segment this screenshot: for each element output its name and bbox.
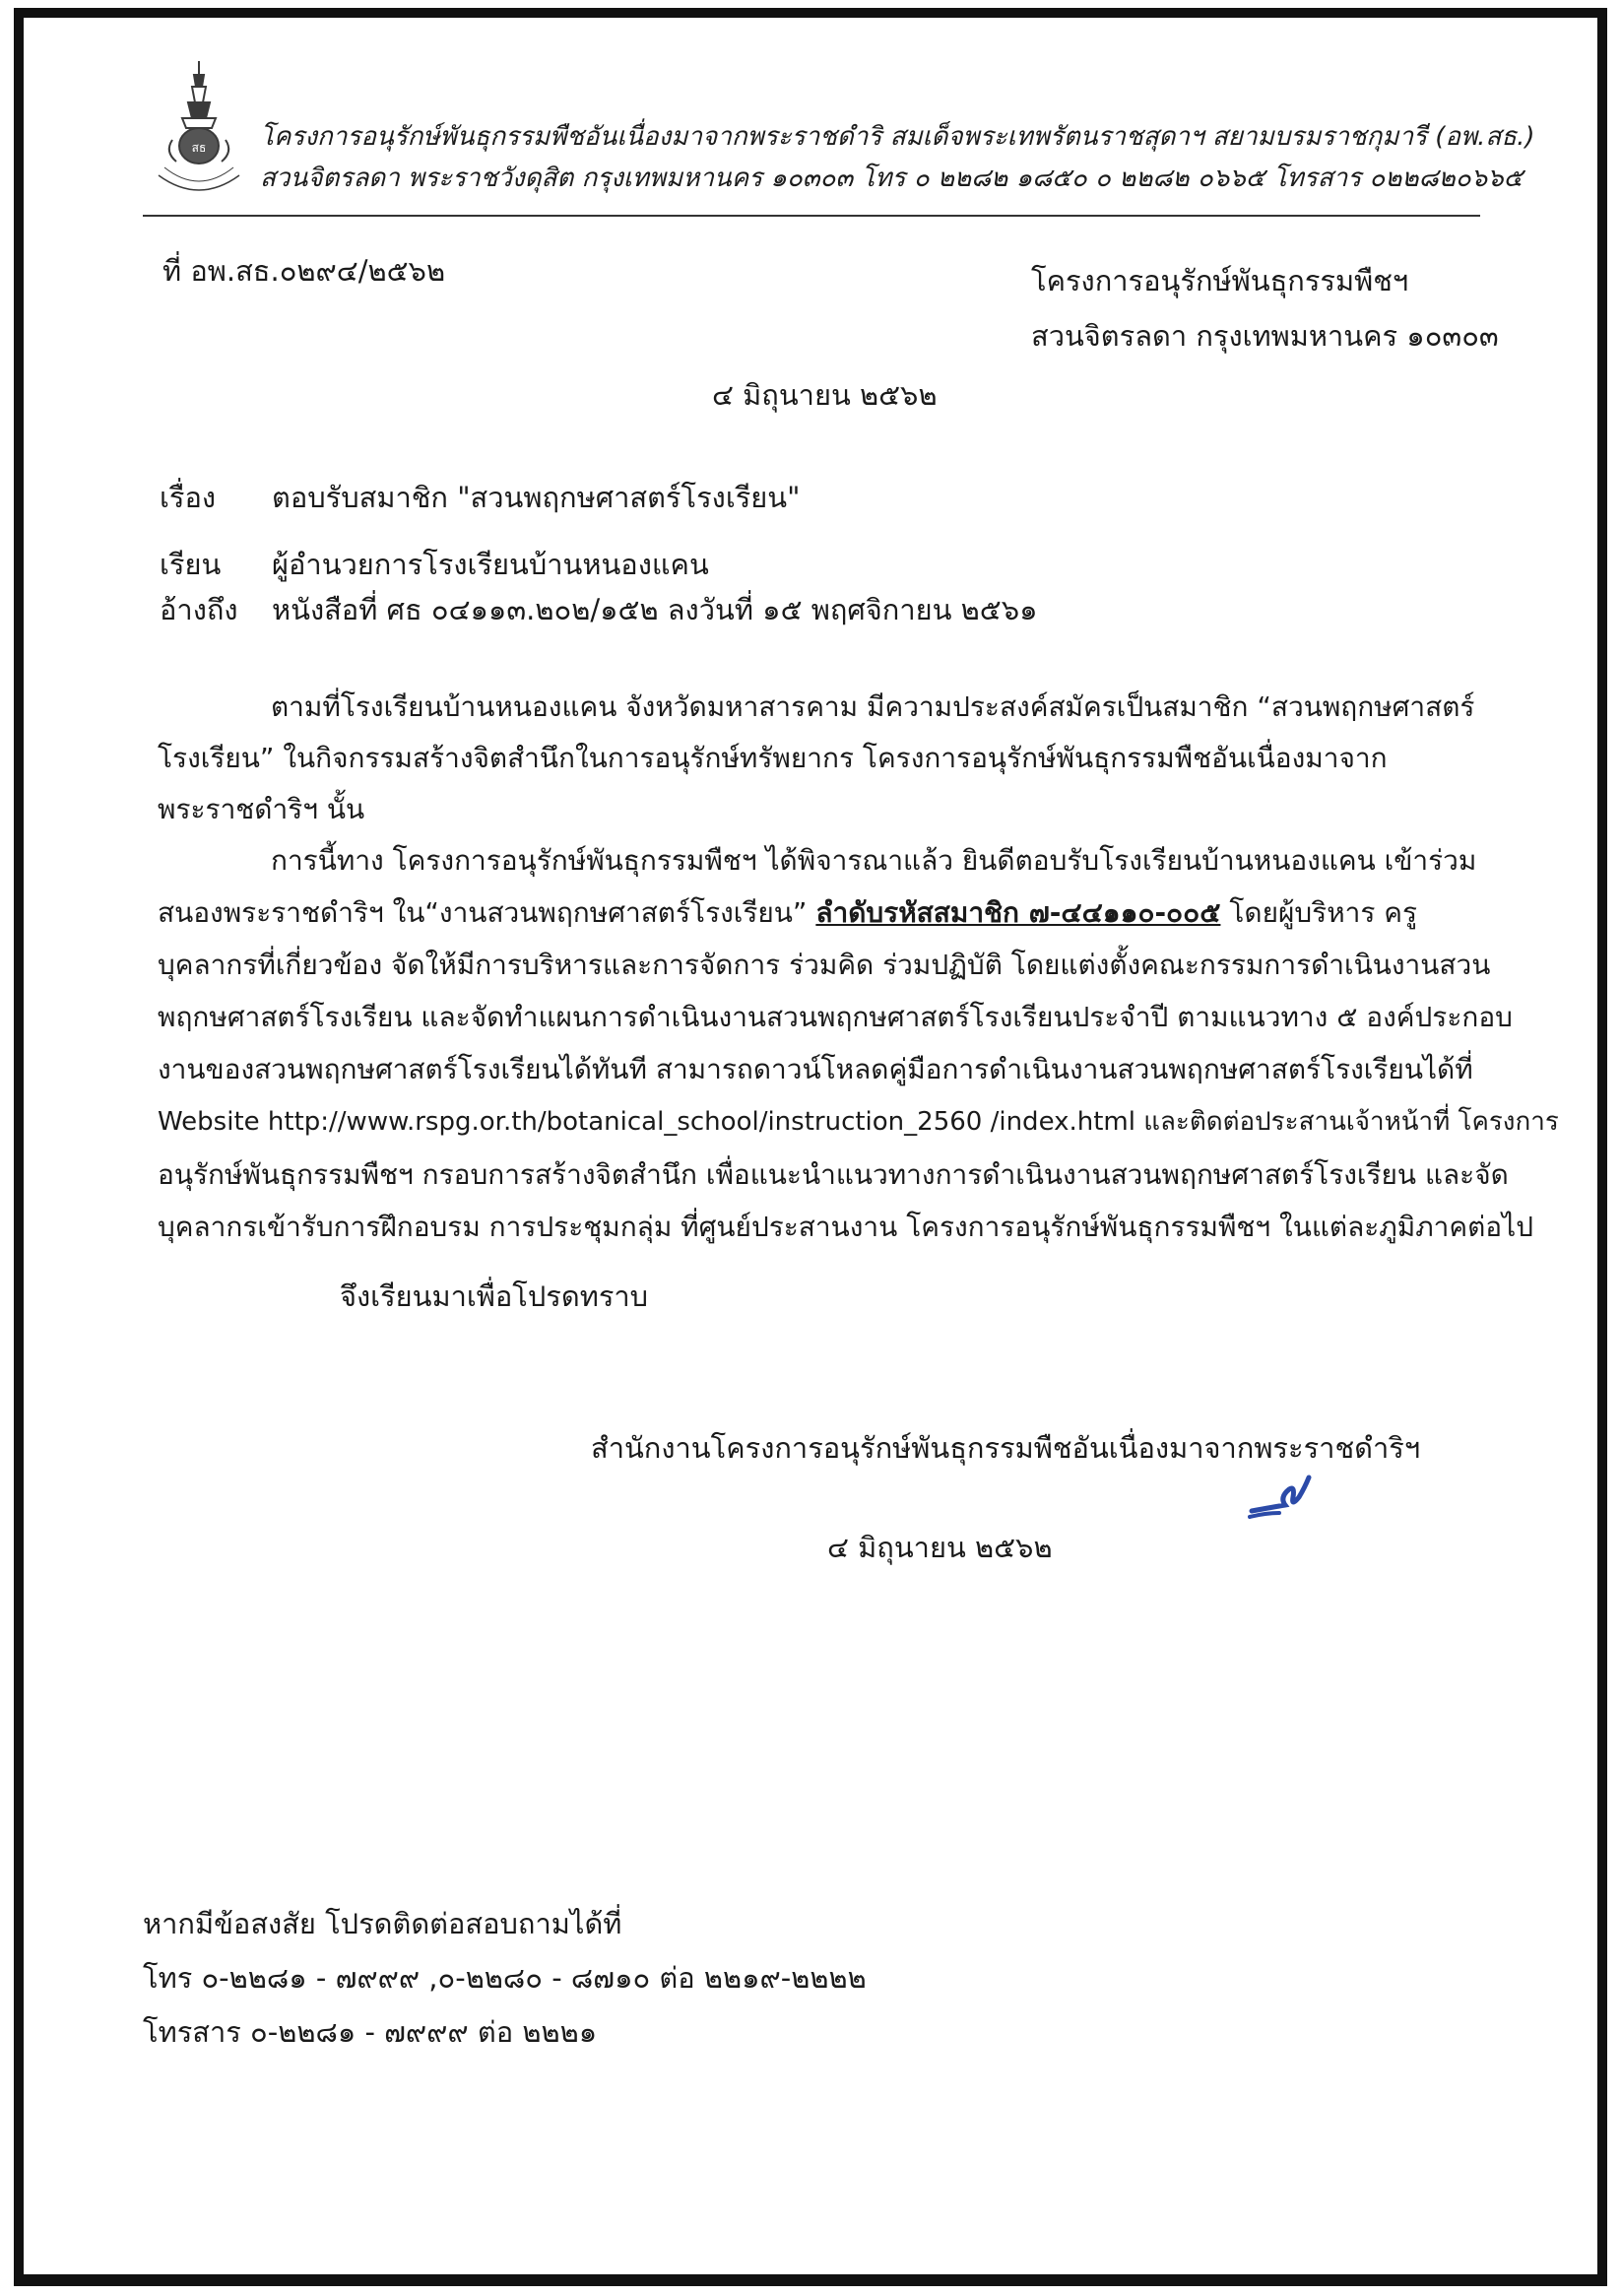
para1-line-3: พระราชดำริฯ นั้น (158, 793, 365, 825)
para1-line-1: ตามที่โรงเรียนบ้านหนองแคน จังหวัดมหาสารคาม มีความประสงค์สมัครเป็นสมาชิก “สวนพฤกษศาสตร์ (271, 690, 1475, 723)
subject-label: เรื่อง (160, 481, 217, 514)
para2-line-7: อนุรักษ์พันธุกรรมพืชฯ กรอบการสร้างจิตสำนึก เพื่อแนะนำแนวทางการดำเนินงานสวนพฤกษศาสตร์โรงเรียน และจัด (158, 1158, 1509, 1191)
letter-date: ๔ มิถุนายน ๒๕๖๒ (712, 378, 938, 412)
para2-line-4: พฤกษศาสตร์โรงเรียน และจัดทำแผนการดำเนินงานสวนพฤกษศาสตร์โรงเรียนประจำปี ตามแนวทาง ๕ องค์ประกอบ (158, 1001, 1513, 1033)
para2-line-2-intro: สนองพระราชดำริฯ ใน“งานสวนพฤกษศาสตร์โรงเรียน” (158, 896, 808, 929)
member-code: ลำดับรหัสสมาชิก ๗-๔๔๑๑๐-๐๐๕ (815, 896, 1221, 929)
signoff-date: ๔ มิถุนายน ๒๕๖๒ (827, 1531, 1053, 1564)
para2-line-1: การนี้ทาง โครงการอนุรักษ์พันธุกรรมพืชฯ ได้พิจารณาแล้ว ยินดีตอบรับโรงเรียนบ้านหนองแคน เข้าร่วม (271, 844, 1477, 877)
contact-fax: โทรสาร ๐-๒๒๘๑ - ๗๙๙๙ ต่อ ๒๒๒๑ (143, 2015, 598, 2049)
contact-intro: หากมีข้อสงสัย โปรดติดต่อสอบถามได้ที่ (143, 1907, 622, 1940)
header-divider (143, 215, 1480, 217)
closing-text: จึงเรียนมาเพื่อโปรดทราบ (340, 1279, 649, 1313)
header-line-2: สวนจิตรลดา พระราชวังดุสิต กรุงเทพมหานคร ๑๐๓๐๓ โทร ๐ ๒๒๘๒ ๑๘๕๐ ๐ ๒๒๘๒ ๐๖๖๕ โทรสาร ๐๒๒๘๒๐๖๖๕ (260, 164, 1524, 193)
para2-line-3: บุคลากรที่เกี่ยวข้อง จัดให้มีการบริหารและการจัดการ ร่วมคิด ร่วมปฏิบัติ โดยแต่งตั้งคณะกรรมการดำเนินงานสวน (158, 949, 1491, 981)
para2-line-6-website: Website http://www.rspg.or.th/botanical_school/instruction_2560 /index.html และติดต่อประสานเจ้าหน้าที่ โครงการ (158, 1107, 1559, 1137)
reference-number: ที่ อพ.สธ.๐๒๙๔/๒๕๖๒ (162, 254, 446, 288)
recipient-text: ผู้อำนวยการโรงเรียนบ้านหนองแคน (272, 548, 709, 581)
reference-text: หนังสือที่ ศธ ๐๔๑๑๓.๒๐๒/๑๕๒ ลงวันที่ ๑๕ พฤศจิกายน ๒๕๖๑ (272, 593, 1038, 626)
para2-line-2-end: โดยผู้บริหาร ครู (1229, 896, 1418, 929)
para1-line-2: โรงเรียน” ในกิจกรรมสร้างจิตสำนึกในการอนุรักษ์ทรัพยากร โครงการอนุรักษ์พันธุกรรมพืชอันเนื่องมาจาก (158, 742, 1388, 774)
subject-text: ตอบรับสมาชิก "สวนพฤกษศาสตร์โรงเรียน" (272, 481, 801, 514)
para2-line-5: งานของสวนพฤกษศาสตร์โรงเรียนได้ทันที สามารถดาวน์โหลดคู่มือการดำเนินงานสวนพฤกษศาสตร์โรงเรียนได้ที่ (158, 1053, 1473, 1085)
para2-line-2 (158, 891, 1417, 935)
signoff-office: สำนักงานโครงการอนุรักษ์พันธุกรรมพืชอันเนื่องมาจากพระราชดำริฯ (591, 1431, 1421, 1465)
contact-phone: โทร ๐-๒๒๘๑ - ๗๙๙๙ ,๐-๒๒๘๐ - ๘๗๑๐ ต่อ ๒๒๑๙-๒๒๒๒ (143, 1961, 867, 1995)
sender-name: โครงการอนุรักษ์พันธุกรรมพืชฯ (1031, 264, 1409, 297)
reference-label: อ้างถึง (160, 593, 238, 626)
header-line-1: โครงการอนุรักษ์พันธุกรรมพืชอันเนื่องมาจากพระราชดำริ สมเด็จพระเทพรัตนราชสุดาฯ สยามบรมราชกุมารี (อพ.สธ.) (260, 122, 1535, 152)
rspg-emblem-icon (143, 57, 256, 205)
sender-address: สวนจิตรลดา กรุงเทพมหานคร ๑๐๓๐๓ (1031, 319, 1499, 353)
signature (1246, 1468, 1325, 1527)
para2-line-8: บุคลากรเข้ารับการฝึกอบรม การประชุมกลุ่ม ที่ศูนย์ประสานงาน โครงการอนุรักษ์พันธุกรรมพืชฯ ในแต่ละภูมิภาคต่อไป (158, 1211, 1533, 1243)
recipient-label: เรียน (160, 548, 222, 581)
svg-text:สธ: สธ (191, 141, 207, 155)
